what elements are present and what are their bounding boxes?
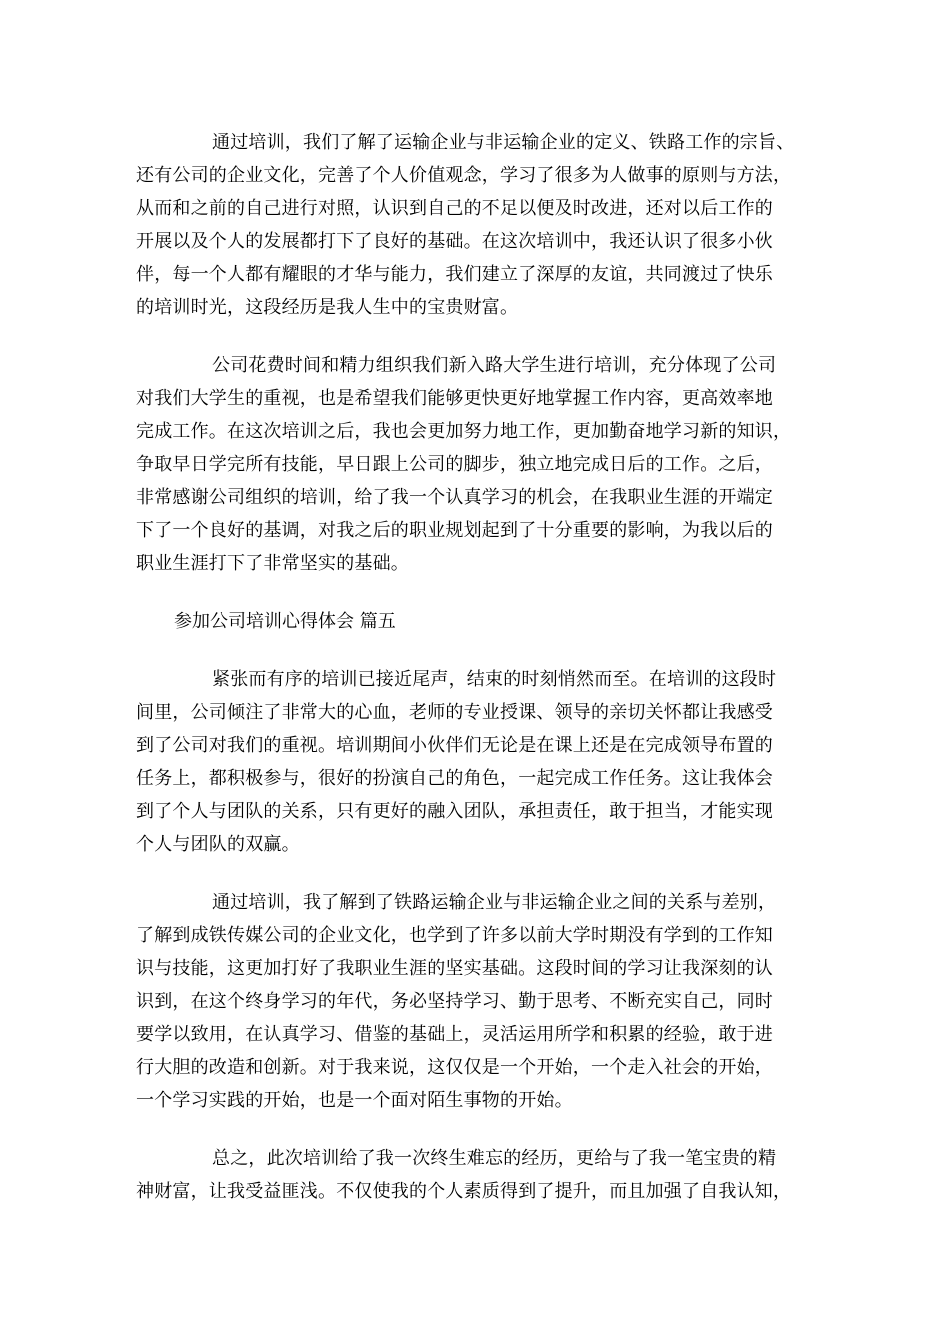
paragraph-line: 个人与团队的双赢。 xyxy=(136,834,300,855)
paragraph-line: 开展以及个人的发展都打下了良好的基础。在这次培训中，我还认识了很多小伙 xyxy=(136,231,773,252)
paragraph-5 xyxy=(136,1142,822,1208)
paragraph-line: 从而和之前的自己进行对照，认识到自己的不足以便及时改进，还对以后工作的 xyxy=(136,198,773,219)
paragraph-1 xyxy=(136,126,822,324)
paragraph-line: 还有公司的企业文化，完善了个人价值观念，学习了很多为人做事的原则与方法， xyxy=(136,165,792,186)
paragraph-line: 对我们大学生的重视，也是希望我们能够更快更好地掌握工作内容，更高效率地 xyxy=(136,388,773,409)
paragraph-line: 完成工作。在这次培训之后，我也会更加努力地工作，更加勤奋地学习新的知识， xyxy=(136,421,792,442)
paragraph-line: 神财富，让我受益匪浅。不仅使我的个人素质得到了提升，而且加强了自我认知， xyxy=(136,1181,792,1202)
paragraph-line: 非常感谢公司组织的培训，给了我一个认真学习的机会，在我职业生涯的开端定 xyxy=(136,487,773,508)
paragraph-line: 要学以致用，在认真学习、借鉴的基础上，灵活运用所学和积累的经验，敢于进 xyxy=(136,1024,773,1045)
paragraph-3 xyxy=(136,663,822,861)
paragraph-line: 伴，每一个人都有耀眼的才华与能力，我们建立了深厚的友谊，共同渡过了快乐 xyxy=(136,264,773,285)
paragraph-line: 任务上，都积极参与，很好的扮演自己的角色，一起完成工作任务。这让我体会 xyxy=(136,768,773,789)
paragraph-line: 识与技能，这更加打好了我职业生涯的坚实基础。这段时间的学习让我深刻的认 xyxy=(136,958,773,979)
paragraph-line: 一个学习实践的开始，也是一个面对陌生事物的开始。 xyxy=(136,1090,573,1111)
paragraph-line: 行大胆的改造和创新。对于我来说，这仅仅是一个开始，一个走入社会的开始， xyxy=(136,1057,773,1078)
paragraph-line: 争取早日学完所有技能，早日跟上公司的脚步，独立地完成日后的工作。之后， xyxy=(136,454,773,475)
section-heading: 参加公司培训心得体会 篇五 xyxy=(174,611,396,632)
paragraph-line: 到了公司对我们的重视。培训期间小伙伴们无论是在课上还是在完成领导布置的 xyxy=(136,735,773,756)
paragraph-line: 通过培训，我们了解了运输企业与非运输企业的定义、铁路工作的宗旨、 xyxy=(212,132,795,153)
paragraph-line: 的培训时光，这段经历是我人生中的宝贵财富。 xyxy=(136,297,519,318)
paragraph-line: 通过培训，我了解到了铁路运输企业与非运输企业之间的关系与差别， xyxy=(212,892,777,913)
paragraph-line: 紧张而有序的培训已接近尾声，结束的时刻悄然而至。在培训的这段时 xyxy=(212,669,777,690)
paragraph-2 xyxy=(136,349,822,580)
paragraph-line: 识到，在这个终身学习的年代，务必坚持学习、勤于思考、不断充实自己，同时 xyxy=(136,991,773,1012)
paragraph-line: 总之，此次培训给了我一次终生难忘的经历，更给与了我一笔宝贵的精 xyxy=(212,1148,777,1169)
paragraph-line: 下了一个良好的基调，对我之后的职业规划起到了十分重要的影响，为我以后的 xyxy=(136,520,773,541)
paragraph-line: 到了个人与团队的关系，只有更好的融入团队，承担责任，敢于担当，才能实现 xyxy=(136,801,773,822)
paragraph-line: 间里，公司倾注了非常大的心血，老师的专业授课、领导的亲切关怀都让我感受 xyxy=(136,702,773,723)
paragraph-line: 了解到成铁传媒公司的企业文化，也学到了许多以前大学时期没有学到的工作知 xyxy=(136,925,773,946)
paragraph-4 xyxy=(136,886,822,1117)
paragraph-line: 职业生涯打下了非常坚实的基础。 xyxy=(136,553,409,574)
paragraph-line: 公司花费时间和精力组织我们新入路大学生进行培训，充分体现了公司 xyxy=(212,355,777,376)
